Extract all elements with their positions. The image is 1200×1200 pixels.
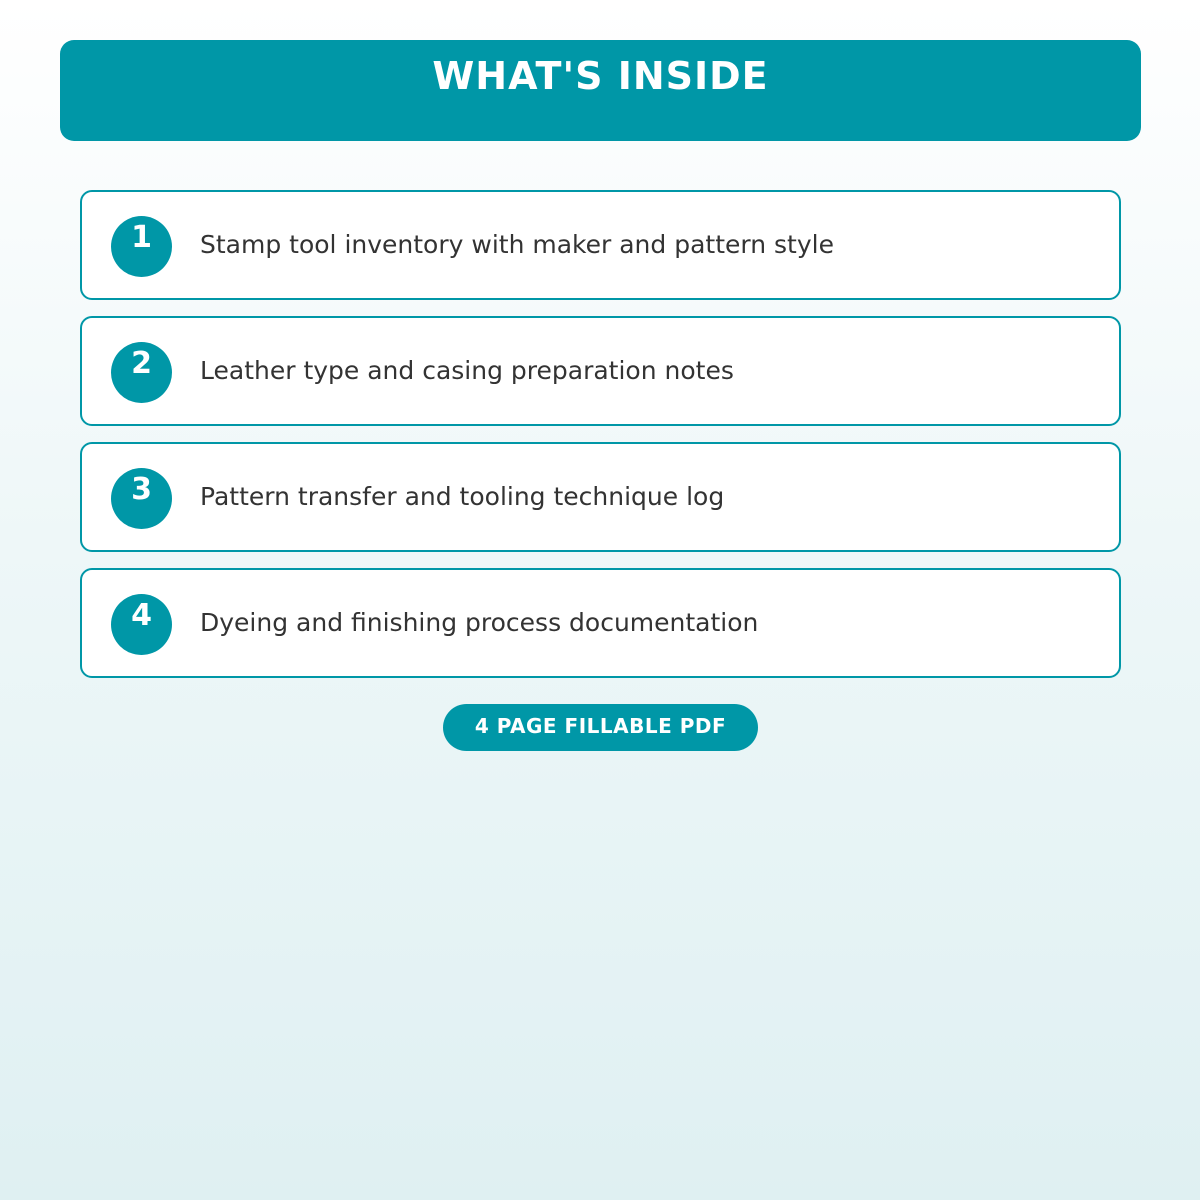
item-description: Stamp tool inventory with maker and pattern style xyxy=(200,230,834,259)
item-description: Pattern transfer and tooling technique log xyxy=(200,482,725,511)
item-number: 3 xyxy=(131,472,152,507)
page-title: WHAT'S INSIDE xyxy=(432,54,769,98)
number-badge xyxy=(111,594,172,655)
number-badge xyxy=(111,342,172,403)
list-item xyxy=(80,316,1121,426)
list-item xyxy=(80,442,1121,552)
format-badge-label: 4 PAGE FILLABLE PDF xyxy=(474,714,727,738)
item-number: 1 xyxy=(131,220,152,255)
feature-list xyxy=(80,190,1121,694)
number-badge xyxy=(111,468,172,529)
item-number: 4 xyxy=(131,598,152,633)
list-item xyxy=(80,190,1121,300)
format-badge xyxy=(443,704,758,751)
header-banner xyxy=(60,40,1141,141)
item-description: Leather type and casing preparation notes xyxy=(200,356,734,385)
item-number: 2 xyxy=(131,346,152,381)
list-item xyxy=(80,568,1121,678)
number-badge xyxy=(111,216,172,277)
item-description: Dyeing and finishing process documentation xyxy=(200,608,759,637)
